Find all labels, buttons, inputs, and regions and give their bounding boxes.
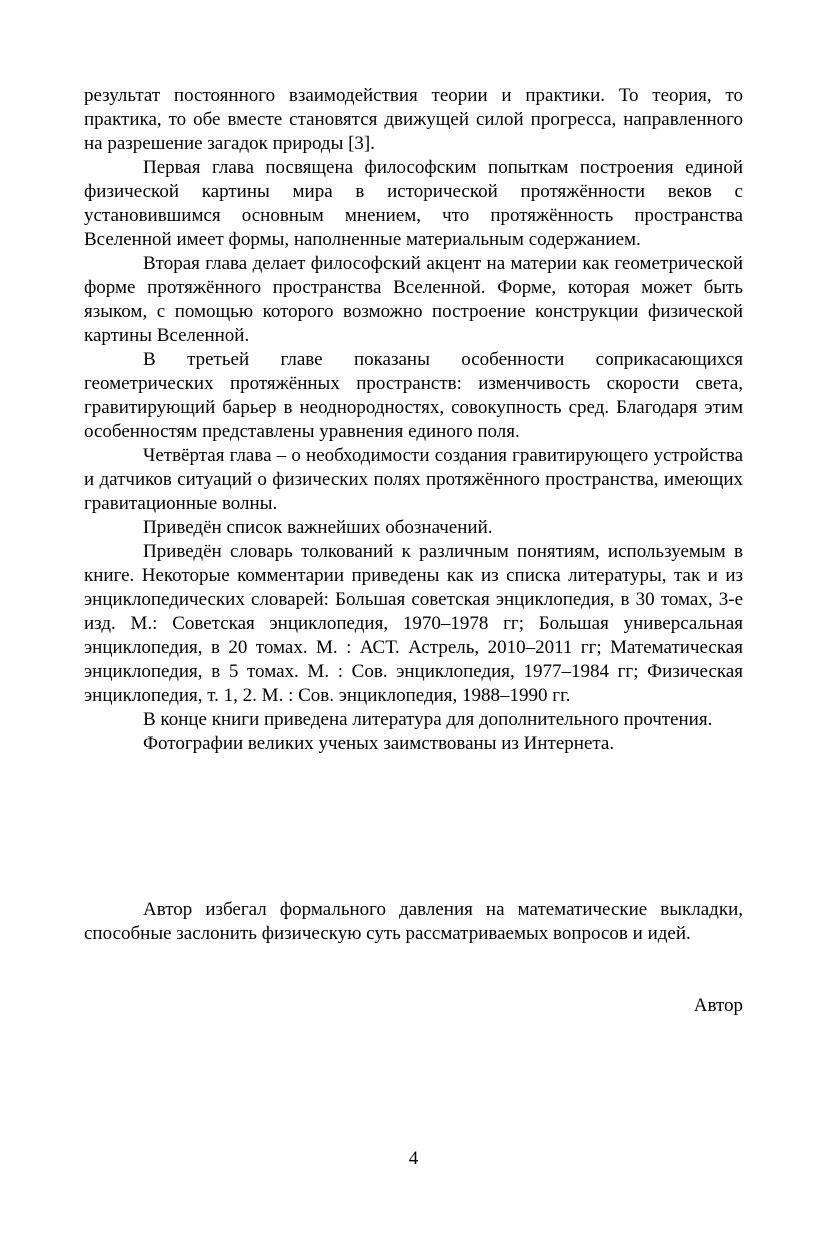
- paragraph-photos: Фотографии великих ученых заимствованы из Интернета.: [143, 733, 615, 754]
- author-signature: Автор: [693, 995, 743, 1016]
- paragraph-chapter-1: Первая глава посвящена философским попыткам построения единой физической картины мира в исторической протяжённости веков с установившимся основным мнением, что протяжённость пространства Вселенной имеет формы, наполненные материальным содержанием.: [84, 157, 743, 250]
- paragraph-intro: результат постоянного взаимодействия теории и практики. То теория, то практика, то обе вместе становятся движущей силой прогресса, направленного на разрешение загадок природы [3].: [84, 85, 743, 154]
- paragraph-chapter-2: Вторая глава делает философский акцент на материи как геометрической форме протяжённого пространства Вселенной. Форме, которая может быть языком, с помощью которого возможно построение конструкции физической картины Вселенной.: [84, 253, 743, 346]
- closing-text-block: [84, 898, 743, 946]
- paragraph-glossary: Приведён словарь толкований к различным понятиям, используемым в книге. Некоторые комментарии приведены как из списка литературы, так и из энциклопедических словарей: Большая советская энциклопедия, в 30 томах, 3-е изд. М.: Советская энциклопедия, 1970–1978 гг; Большая универсальная энциклопедия, в 20 томах. М. : АСТ. Астрель, 2010–2011 гг; Математическая энциклопедия, в 5 томах. М. : Сов. энциклопедия, 1977–1984 гг; Физическая энциклопедия, т. 1, 2. М. : Сов. энциклопедия, 1988–1990 гг.: [84, 541, 743, 706]
- paragraph-notation-list: Приведён список важнейших обозначений.: [143, 517, 493, 538]
- main-text-block: [84, 84, 743, 756]
- page-number: 4: [408, 1148, 419, 1169]
- paragraph-chapter-3: В третьей главе показаны особенности соприкасающихся геометрических протяжённых пространств: изменчивость скорости света, гравитирующий барьер в неоднородностях, совокупность сред. Благодаря этим особенностям представлены уравнения единого поля.: [84, 349, 743, 442]
- paragraph-author-note: Автор избегал формального давления на математические выкладки, способные заслонить физическую суть рассматриваемых вопросов и идей.: [84, 899, 743, 944]
- paragraph-chapter-4: Четвёртая глава – о необходимости создания гравитирующего устройства и датчиков ситуаций о физических полях протяжённого пространства, имеющих гравитационные волны.: [84, 445, 743, 514]
- paragraph-literature: В конце книги приведена литература для дополнительного прочтения.: [143, 709, 713, 730]
